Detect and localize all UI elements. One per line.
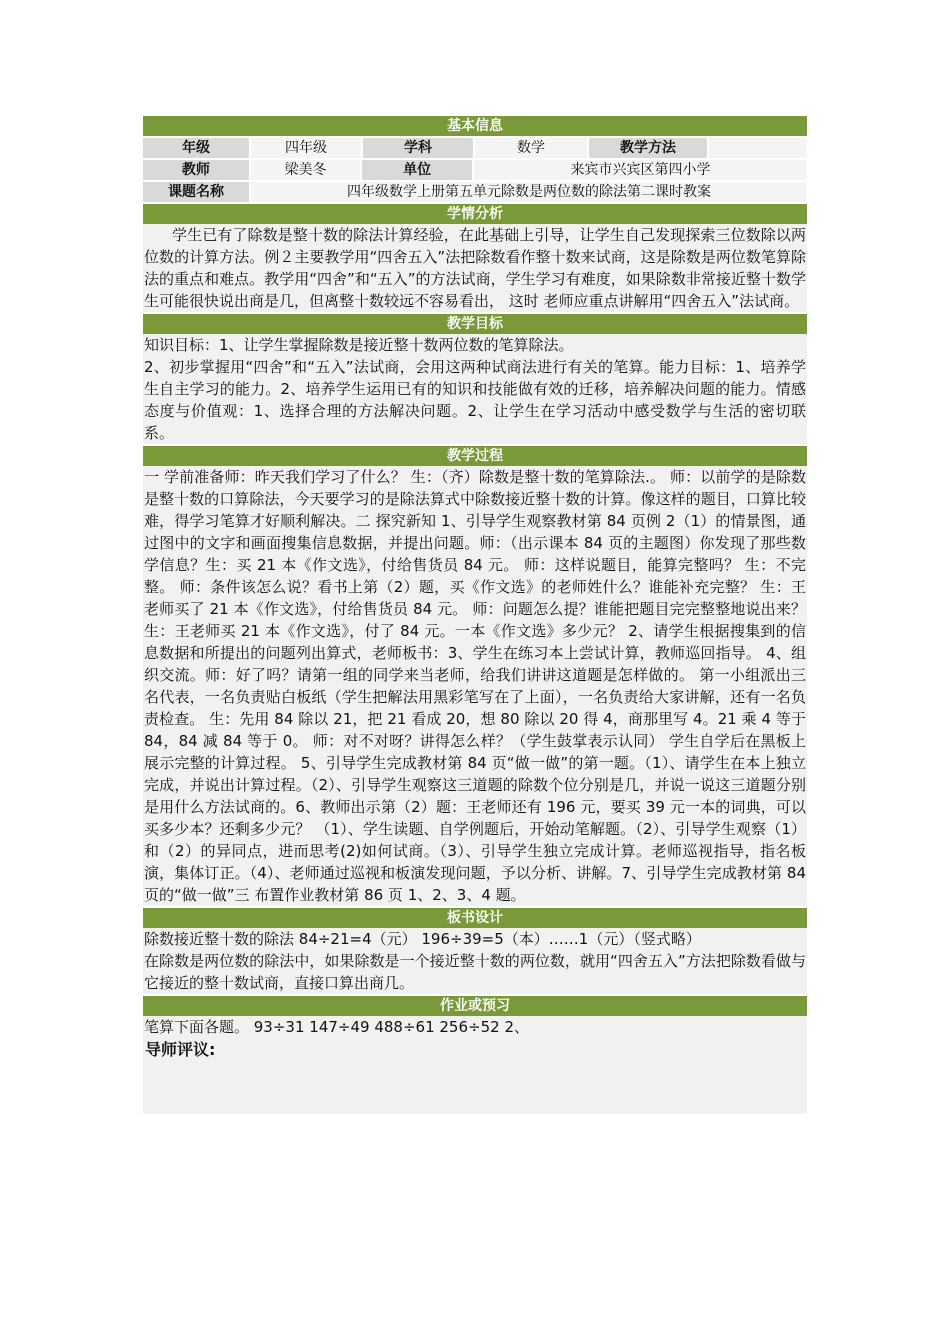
info-row-course	[143, 180, 807, 202]
teaching-goals-knowledge: 知识目标：1、让学生掌握除数是接近整十数两位数的笔算除法。	[144, 336, 574, 354]
board-design-note: 在除数是两位数的除法中，如果除数是一个接近整十数的两位数，就用“四舍五入”方法把除数看做与它接近的整十数试商，直接口算出商几。	[144, 952, 806, 992]
section-header-teaching-process: 教学过程	[143, 446, 807, 466]
teaching-method-value	[707, 138, 807, 158]
grade-label: 年级	[143, 138, 249, 158]
course-title-value: 四年级数学上册第五单元除数是两位数的除法第二课时教案	[249, 182, 807, 202]
teacher-label: 教师	[143, 160, 249, 180]
learning-analysis-section	[143, 224, 807, 312]
info-row-teacher	[143, 158, 807, 180]
board-design-section	[143, 928, 807, 994]
course-title-label: 课题名称	[143, 182, 249, 202]
mentor-review-label: 导师评议:	[143, 1038, 807, 1062]
teaching-goals-section	[143, 334, 807, 444]
school-unit-value: 来宾市兴宾区第四小学	[472, 160, 807, 180]
homework-section	[143, 1016, 807, 1038]
subject-label: 学科	[361, 138, 473, 158]
section-header-learning-analysis: 学情分析	[143, 204, 807, 224]
teaching-goals-detail: 2、初步掌握用“四舍”和“五入”法试商，会用这两种试商法进行有关的笔算。能力目标：1、培养学生自主学习的能力。2、培养学生运用已有的知识和技能做有效的迁移，培养解决问题的能力。情感态度与价值观：1、选择合理的方法解决问题。2、让学生在学习活动中感受数学与生活的密切联系。	[144, 358, 806, 442]
grade-value: 四年级	[249, 138, 361, 158]
section-header-homework: 作业或预习	[143, 996, 807, 1016]
teacher-value: 梁美冬	[249, 160, 361, 180]
homework-text: 笔算下面各题。 93÷31 147÷49 488÷61 256÷52 2、	[144, 1018, 529, 1036]
section-header-teaching-goals: 教学目标	[143, 314, 807, 334]
info-row-grade	[143, 138, 807, 158]
teaching-process-text: 一 学前准备师：昨天我们学习了什么？ 生：（齐）除数是整十数的笔算除法.。 师：以前学的是除数是整十数的口算除法，今天要学习的是除法算式中除数接近整十数的计算。像这样的题目，口算比较难，得学习笔算才好顺利解决。二 探究新知 1、引导学生观察教材第 84 页例 2（1）的情景图，通过图中的文字和画面搜集信息数据，并提出问题。师：（出示课本 84 页的主题图）你发现了那些数学信息？生：买 21 本《作文选》，付给售货员 84 元。 师：这样说题目，能算完整吗？ 生：不完整。 师：条件该怎么说？看书上第（2）题，买《作文选》的老师姓什么？谁能补充完整？ 生：王老师买了 21 本《作文选》，付给售货员 84 元。 师：问题怎么提？谁能把题目完完整整地说出来？ 生：王老师买 21 本《作文选》，付了 84 元。一本《作文选》多少元？ 2、请学生根据搜集到的信息数据和所提出的问题列出算式，老师板书：3、学生在练习本上尝试计算，教师巡回指导。 4、组织交流。师：好了吗？请第一组的同学来当老师，给我们讲讲这道题是怎样做的。 第一小组派出三名代表，一名负责贴白板纸（学生把解法用黑彩笔写在了上面），一名负责给大家讲解，还有一名负责检查。 生：先用 84 除以 21，把 21 看成 20，想 80 除以 20 得 4，商那里写 4。21 乘 4 等于 84，84 减 84 等于 0。 师：对不对呀？讲得怎么样？（学生鼓掌表示认同） 学生自学后在黑板上展示完整的计算过程。 5、引导学生完成教材第 84 页“做一做”的第一题。（1）、请学生在本上独立完成，并说出计算过程。（2）、引导学生观察这三道题的除数个位分别是几，并说一说这三道题分别是用什么方法试商的。6、教师出示第（2）题：王老师还有 196 元，要买 39 元一本的词典，可以买多少本？还剩多少元？ （1）、学生读题、自学例题后，开始动笔解题。（2）、引导学生观察（1）和（2）的异同点，进而思考(2)如何试商。（3）、引导学生独立完成计算。老师巡视指导，指名板演，集体订正。（4）、老师通过巡视和板演发现问题，予以分析、讲解。7、引导学生完成教材第 84 页的“做一做”三 布置作业教材第 86 页 1、2、3、4 题。	[144, 468, 806, 904]
subject-value: 数学	[473, 138, 587, 158]
teaching-method-label: 教学方法	[587, 138, 707, 158]
section-header-board-design: 板书设计	[143, 908, 807, 928]
board-design-formula: 除数接近整十数的除法 84÷21=4（元） 196÷39=5（本）……1（元）（竖式略）	[144, 930, 701, 948]
teaching-process-section	[143, 466, 807, 906]
section-header-basic-info: 基本信息	[143, 116, 807, 136]
school-unit-label: 单位	[360, 160, 472, 180]
learning-analysis-text: 学生已有了除数是整十数的除法计算经验，在此基础上引导，让学生自己发现探索三位数除以两位数的计算方法。例２主要教学用“四舍五入”法把除数看作整十数来试商，这是除数是两位数笔算除法的重点和难点。教学用“四舍”和“五入”的方法试商，学生学习有难度，如果除数非常接近整十数学生可能很快说出商是几，但离整十数较远不容易看出， 这时 老师应重点讲解用“四舍五入”法试商。	[144, 226, 806, 310]
mentor-review-box	[143, 1062, 807, 1114]
lesson-plan-table	[143, 116, 807, 1114]
